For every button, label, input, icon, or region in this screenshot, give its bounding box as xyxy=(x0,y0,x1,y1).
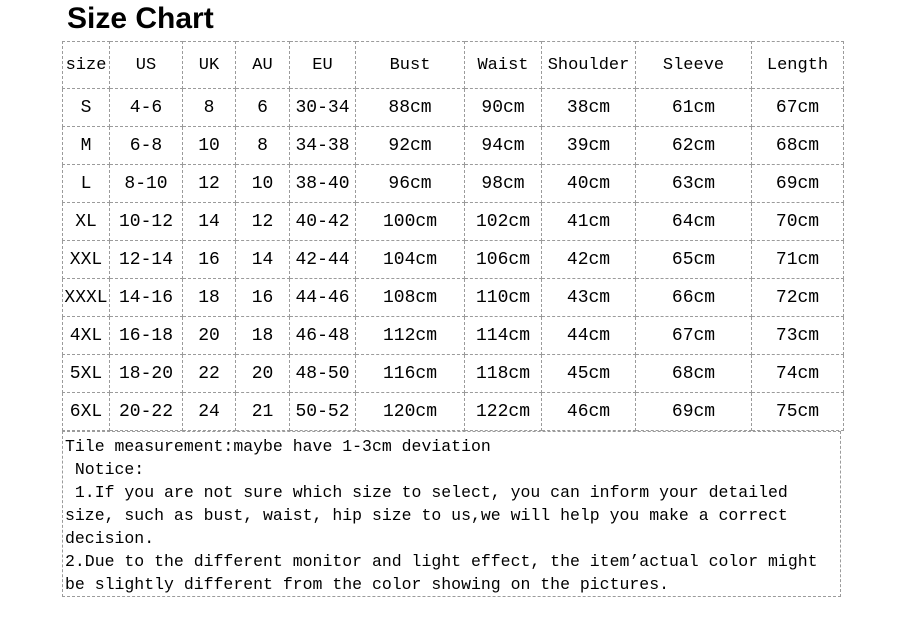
measurement-cell: 62cm xyxy=(636,127,752,165)
table-row xyxy=(63,165,844,203)
measurement-cell: 64cm xyxy=(636,203,752,241)
table-row xyxy=(63,317,844,355)
table-row xyxy=(63,241,844,279)
column-header: US xyxy=(110,42,183,89)
measurement-cell: 63cm xyxy=(636,165,752,203)
measurement-cell: 100cm xyxy=(356,203,465,241)
column-header: Waist xyxy=(465,42,542,89)
measurement-cell: 22 xyxy=(183,355,236,393)
measurement-cell: 71cm xyxy=(752,241,844,279)
measurement-cell: 8-10 xyxy=(110,165,183,203)
table-row xyxy=(63,127,844,165)
measurement-cell: 10 xyxy=(236,165,290,203)
measurement-cell: 38-40 xyxy=(290,165,356,203)
measurement-cell: 16 xyxy=(183,241,236,279)
measurement-cell: 122cm xyxy=(465,393,542,431)
column-header: size xyxy=(63,42,110,89)
notice-line: 2.Due to the different monitor and light effect, the item’actual color might xyxy=(65,552,818,571)
measurement-cell: 6 xyxy=(236,89,290,127)
measurement-cell: 68cm xyxy=(636,355,752,393)
measurement-cell: 34-38 xyxy=(290,127,356,165)
measurement-cell: 106cm xyxy=(465,241,542,279)
measurement-cell: 108cm xyxy=(356,279,465,317)
measurement-cell: 24 xyxy=(183,393,236,431)
measurement-cell: 102cm xyxy=(465,203,542,241)
measurement-cell: 10-12 xyxy=(110,203,183,241)
measurement-cell: 65cm xyxy=(636,241,752,279)
measurement-cell: 67cm xyxy=(636,317,752,355)
table-row xyxy=(63,355,844,393)
measurement-cell: 40cm xyxy=(542,165,636,203)
column-header: Length xyxy=(752,42,844,89)
measurement-cell: 14-16 xyxy=(110,279,183,317)
measurement-cell: 12 xyxy=(183,165,236,203)
measurement-cell: 18 xyxy=(236,317,290,355)
measurement-cell: 14 xyxy=(236,241,290,279)
notice-line: be slightly different from the color showing on the pictures. xyxy=(65,575,669,594)
notice-line: 1.If you are not sure which size to select, you can inform your detailed xyxy=(65,483,788,502)
table-row xyxy=(63,279,844,317)
notice-line: size, such as bust, waist, hip size to us,we will help you make a correct xyxy=(65,506,788,525)
column-header: EU xyxy=(290,42,356,89)
measurement-cell: 61cm xyxy=(636,89,752,127)
measurement-cell: 66cm xyxy=(636,279,752,317)
measurement-cell: 46cm xyxy=(542,393,636,431)
measurement-cell: 104cm xyxy=(356,241,465,279)
measurement-cell: 69cm xyxy=(752,165,844,203)
notice-line: decision. xyxy=(65,529,155,548)
measurement-cell: 18-20 xyxy=(110,355,183,393)
size-label-cell: XXXL xyxy=(63,279,110,317)
measurement-cell: 44-46 xyxy=(290,279,356,317)
measurement-cell: 8 xyxy=(183,89,236,127)
measurement-cell: 72cm xyxy=(752,279,844,317)
column-header: Sleeve xyxy=(636,42,752,89)
measurement-cell: 16 xyxy=(236,279,290,317)
measurement-cell: 116cm xyxy=(356,355,465,393)
measurement-cell: 67cm xyxy=(752,89,844,127)
size-table xyxy=(62,41,844,431)
column-header: UK xyxy=(183,42,236,89)
measurement-cell: 90cm xyxy=(465,89,542,127)
size-label-cell: 4XL xyxy=(63,317,110,355)
measurement-cell: 96cm xyxy=(356,165,465,203)
size-label-cell: 5XL xyxy=(63,355,110,393)
header-row xyxy=(63,42,844,89)
column-header: AU xyxy=(236,42,290,89)
measurement-cell: 112cm xyxy=(356,317,465,355)
measurement-cell: 48-50 xyxy=(290,355,356,393)
measurement-cell: 75cm xyxy=(752,393,844,431)
size-table-body xyxy=(63,89,844,431)
column-header: Shoulder xyxy=(542,42,636,89)
measurement-cell: 73cm xyxy=(752,317,844,355)
measurement-cell: 12-14 xyxy=(110,241,183,279)
measurement-cell: 94cm xyxy=(465,127,542,165)
measurement-cell: 20 xyxy=(236,355,290,393)
measurement-cell: 30-34 xyxy=(290,89,356,127)
measurement-cell: 21 xyxy=(236,393,290,431)
measurement-cell: 42-44 xyxy=(290,241,356,279)
size-label-cell: XL xyxy=(63,203,110,241)
measurement-cell: 41cm xyxy=(542,203,636,241)
measurement-cell: 40-42 xyxy=(290,203,356,241)
measurement-cell: 20 xyxy=(183,317,236,355)
measurement-cell: 10 xyxy=(183,127,236,165)
table-row xyxy=(63,393,844,431)
measurement-cell: 118cm xyxy=(465,355,542,393)
table-row xyxy=(63,89,844,127)
measurement-cell: 4-6 xyxy=(110,89,183,127)
measurement-cell: 45cm xyxy=(542,355,636,393)
measurement-cell: 44cm xyxy=(542,317,636,355)
measurement-cell: 88cm xyxy=(356,89,465,127)
size-label-cell: L xyxy=(63,165,110,203)
measurement-cell: 39cm xyxy=(542,127,636,165)
notice-line: Tile measurement:maybe have 1-3cm deviation xyxy=(65,437,491,456)
measurement-cell: 68cm xyxy=(752,127,844,165)
measurement-cell: 70cm xyxy=(752,203,844,241)
measurement-cell: 20-22 xyxy=(110,393,183,431)
measurement-cell: 74cm xyxy=(752,355,844,393)
size-label-cell: 6XL xyxy=(63,393,110,431)
measurement-cell: 6-8 xyxy=(110,127,183,165)
notice-box xyxy=(62,431,841,597)
measurement-cell: 46-48 xyxy=(290,317,356,355)
measurement-cell: 8 xyxy=(236,127,290,165)
size-label-cell: XXL xyxy=(63,241,110,279)
measurement-cell: 38cm xyxy=(542,89,636,127)
column-header: Bust xyxy=(356,42,465,89)
measurement-cell: 69cm xyxy=(636,393,752,431)
measurement-cell: 92cm xyxy=(356,127,465,165)
size-label-cell: S xyxy=(63,89,110,127)
measurement-cell: 43cm xyxy=(542,279,636,317)
measurement-cell: 42cm xyxy=(542,241,636,279)
measurement-cell: 98cm xyxy=(465,165,542,203)
page-title: Size Chart xyxy=(67,2,214,35)
measurement-cell: 110cm xyxy=(465,279,542,317)
measurement-cell: 120cm xyxy=(356,393,465,431)
measurement-cell: 50-52 xyxy=(290,393,356,431)
table-row xyxy=(63,203,844,241)
measurement-cell: 16-18 xyxy=(110,317,183,355)
size-label-cell: M xyxy=(63,127,110,165)
notice-line: Notice: xyxy=(65,460,145,479)
measurement-cell: 18 xyxy=(183,279,236,317)
measurement-cell: 114cm xyxy=(465,317,542,355)
measurement-cell: 12 xyxy=(236,203,290,241)
measurement-cell: 14 xyxy=(183,203,236,241)
